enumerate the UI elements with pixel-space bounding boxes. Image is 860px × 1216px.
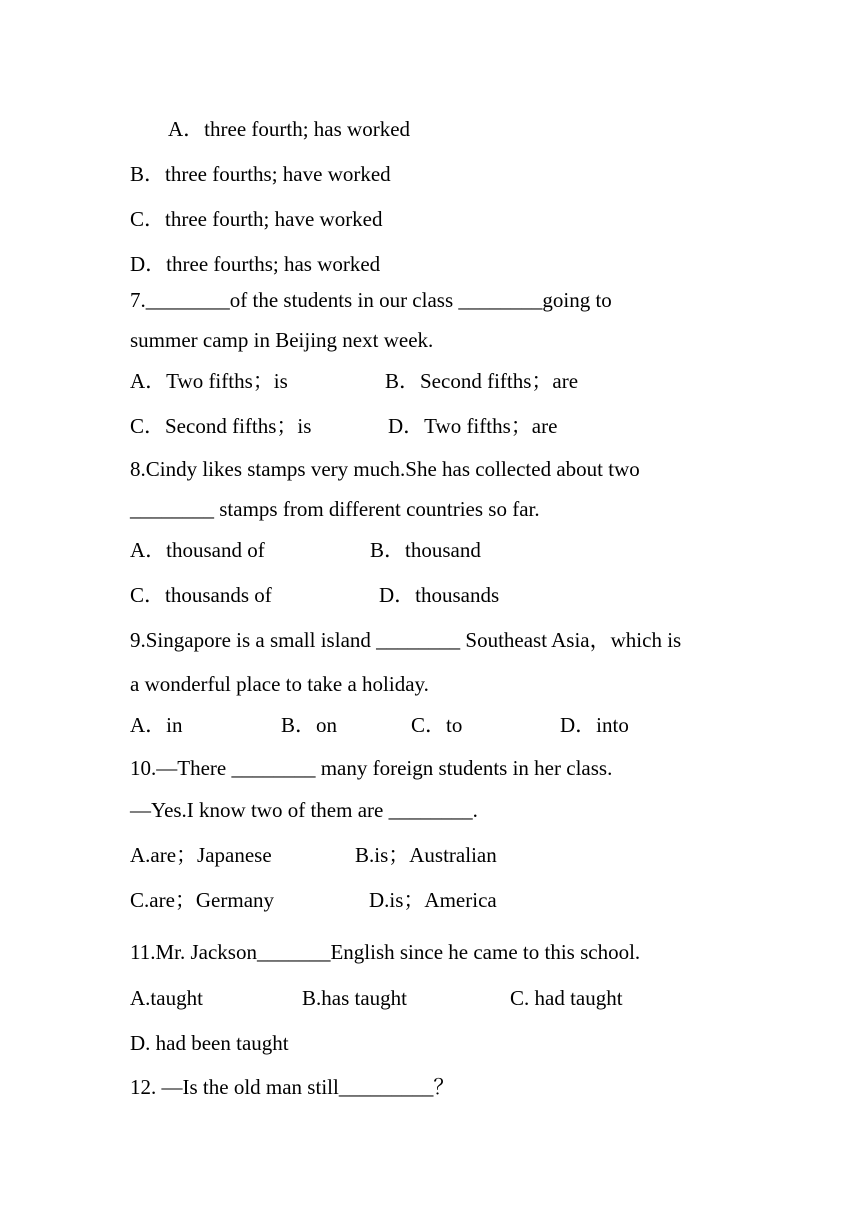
q11-option-c: C. had taught <box>510 986 623 1010</box>
q7-option-b: B．Second fifths；are <box>385 369 579 393</box>
q6-option-d: D．three fourths; has worked <box>130 252 381 276</box>
q10-option-b: B.is；Australian <box>355 843 497 867</box>
q7-option-c: C．Second fifths；is <box>130 414 312 438</box>
q8-option-b: B．thousand <box>370 538 481 562</box>
q8-option-d: D．thousands <box>379 583 500 607</box>
q6-option-a: A．three fourth; has worked <box>168 117 411 141</box>
q9-option-d: D．into <box>560 713 629 737</box>
q8-stem-line-1: 8.Cindy likes stamps very much.She has collected about two <box>130 457 640 481</box>
q6-option-b: B．three fourths; have worked <box>130 162 391 186</box>
q10-option-d: D.is；America <box>369 888 497 912</box>
q12-stem: 12. —Is the old man still_________？ <box>130 1075 455 1099</box>
q6-option-c: C．three fourth; have worked <box>130 207 383 231</box>
q11-option-b: B.has taught <box>302 986 407 1010</box>
q9-stem-line-1: 9.Singapore is a small island ________ Southeast Asia，which is <box>130 628 682 652</box>
q8-stem-line-2: ________ stamps from different countries so far. <box>130 497 540 521</box>
q9-option-c: C．to <box>411 713 463 737</box>
q7-stem-line-1: 7.________of the students in our class ________going to <box>130 288 612 312</box>
q10-option-a: A.are；Japanese <box>130 843 272 867</box>
q7-stem-line-2: summer camp in Beijing next week. <box>130 328 434 352</box>
q11-option-a: A.taught <box>130 986 203 1010</box>
q7-option-a: A．Two fifths；is <box>130 369 288 393</box>
q11-option-d: D. had been taught <box>130 1031 289 1055</box>
q11-stem: 11.Mr. Jackson_______English since he came to this school. <box>130 940 641 964</box>
q10-stem-line-1: 10.—There ________ many foreign students in her class. <box>130 756 613 780</box>
q8-option-c: C．thousands of <box>130 583 272 607</box>
q8-option-a: A．thousand of <box>130 538 265 562</box>
q9-stem-line-2: a wonderful place to take a holiday. <box>130 672 429 696</box>
q9-option-b: B．on <box>281 713 338 737</box>
q10-stem-line-2: —Yes.I know two of them are ________. <box>130 798 478 822</box>
q9-option-a: A．in <box>130 713 183 737</box>
q10-option-c: C.are；Germany <box>130 888 275 912</box>
q7-option-d: D．Two fifths；are <box>388 414 558 438</box>
